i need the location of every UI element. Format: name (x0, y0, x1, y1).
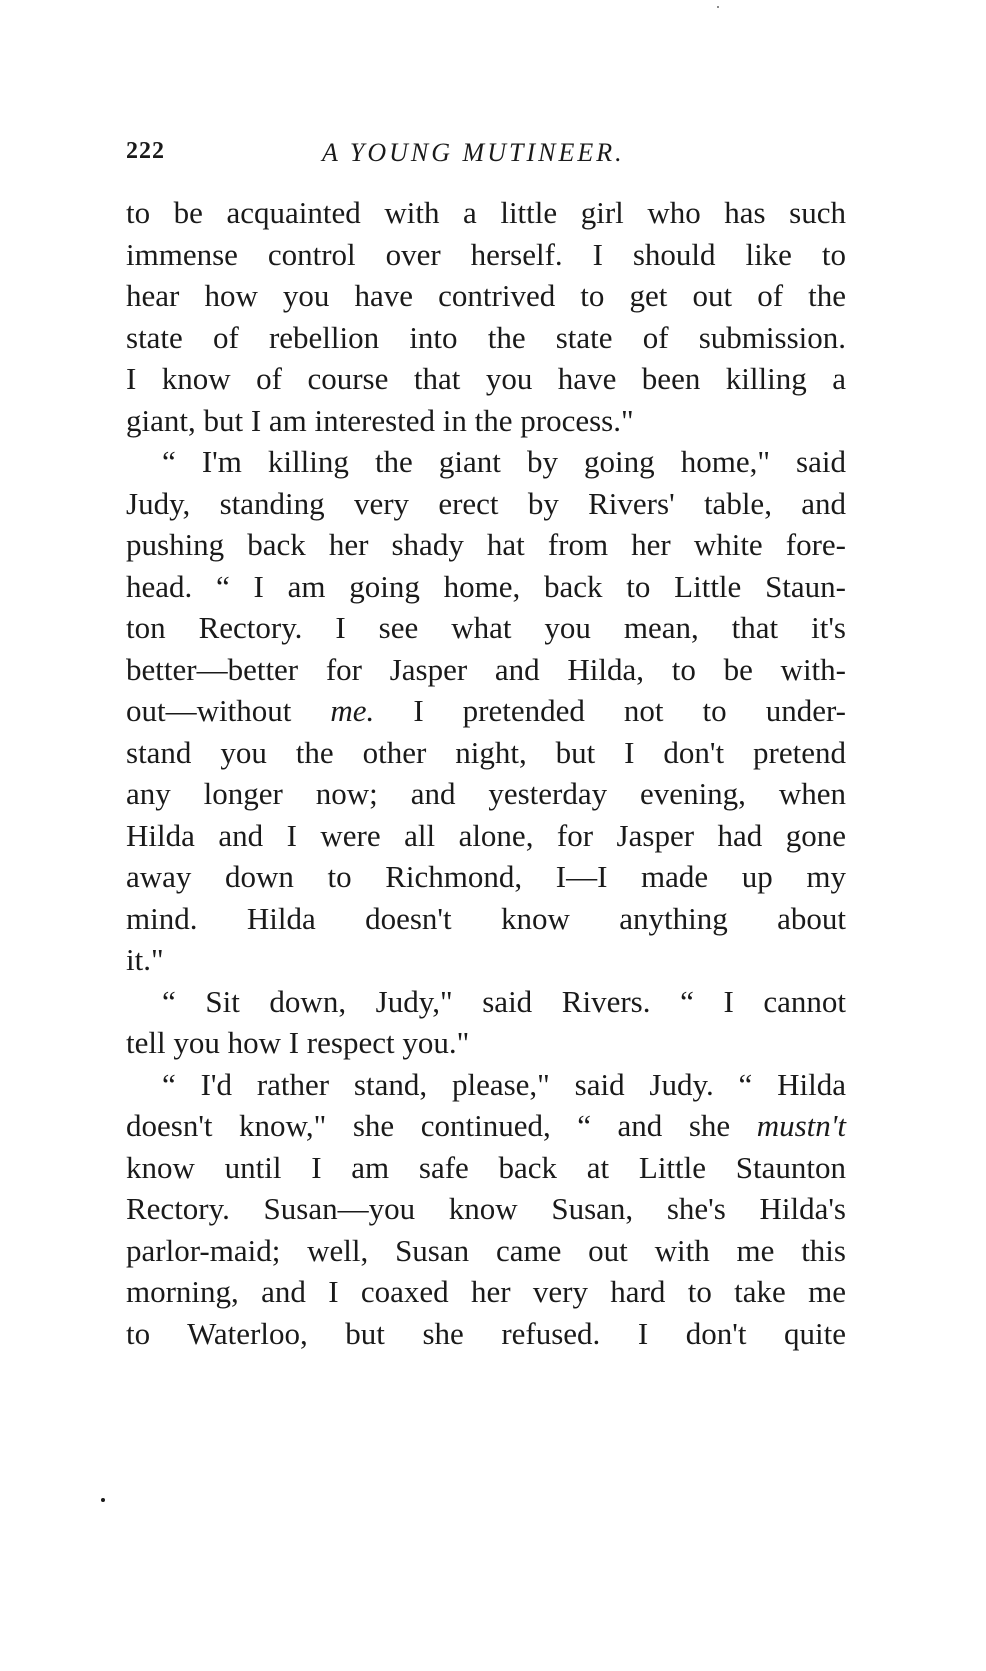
text-line: pushing back her shady hat from her white fore- (126, 527, 846, 562)
text-line: state of rebellion into the state of submission. (126, 319, 846, 355)
text-line: “ Sit down, Judy," said Rivers. “ I cannot (162, 983, 846, 1019)
page-header (126, 138, 846, 178)
text-span: I pretended not to under- (374, 693, 846, 728)
text-line: “ I'm killing the giant by going home," said (162, 444, 846, 479)
text-line: immense control over herself. I should like to (126, 236, 846, 272)
text-line: hear how you have contrived to get out of the (126, 278, 846, 313)
text-line: better—better for Jasper and Hilda, to be with- (126, 651, 846, 687)
body-text (126, 192, 846, 1354)
running-title: A YOUNG MUTINEER. (322, 138, 625, 167)
page-number: 222 (126, 138, 165, 164)
italic-text: mustn't (756, 1108, 846, 1143)
text-line: parlor-maid; well, Susan came out with me this (126, 1232, 846, 1268)
text-span: out—without (126, 693, 331, 728)
text-line: know until I am safe back at Little Staunton (126, 1149, 846, 1185)
text-line: any longer now; and yesterday evening, when (126, 776, 846, 811)
text-line: mind. Hilda doesn't know anything about (126, 900, 846, 936)
text-line: ton Rectory. I see what you mean, that it's (126, 610, 846, 645)
text-line: head. “ I am going home, back to Little Staun- (126, 568, 846, 604)
text-line (126, 690, 846, 732)
text-line (126, 1105, 846, 1147)
text-line: it." (126, 942, 164, 977)
text-line: Hilda and I were all alone, for Jasper had gone (126, 817, 846, 853)
page-speck (101, 1498, 105, 1502)
text-line: I know of course that you have been killing a (126, 361, 846, 396)
italic-text: me. (330, 693, 375, 728)
text-line: away down to Richmond, I—I made up my (126, 859, 846, 894)
text-line: “ I'd rather stand, please," said Judy. “ Hilda (162, 1066, 846, 1102)
text-line: tell you how I respect you." (126, 1025, 470, 1060)
text-line: giant, but I am interested in the process." (126, 402, 634, 438)
page-speck (717, 6, 719, 8)
text-line: stand you the other night, but I don't pretend (126, 734, 846, 770)
text-line: to Waterloo, but she refused. I don't quite (126, 1315, 846, 1351)
text-line: Judy, standing very erect by Rivers' table, and (126, 485, 846, 521)
text-line: to be acquainted with a little girl who has such (126, 195, 846, 230)
text-line: morning, and I coaxed her very hard to take me (126, 1274, 846, 1309)
text-span: doesn't know," she continued, “ and she (126, 1108, 757, 1143)
text-line: Rectory. Susan—you know Susan, she's Hilda's (126, 1191, 846, 1226)
